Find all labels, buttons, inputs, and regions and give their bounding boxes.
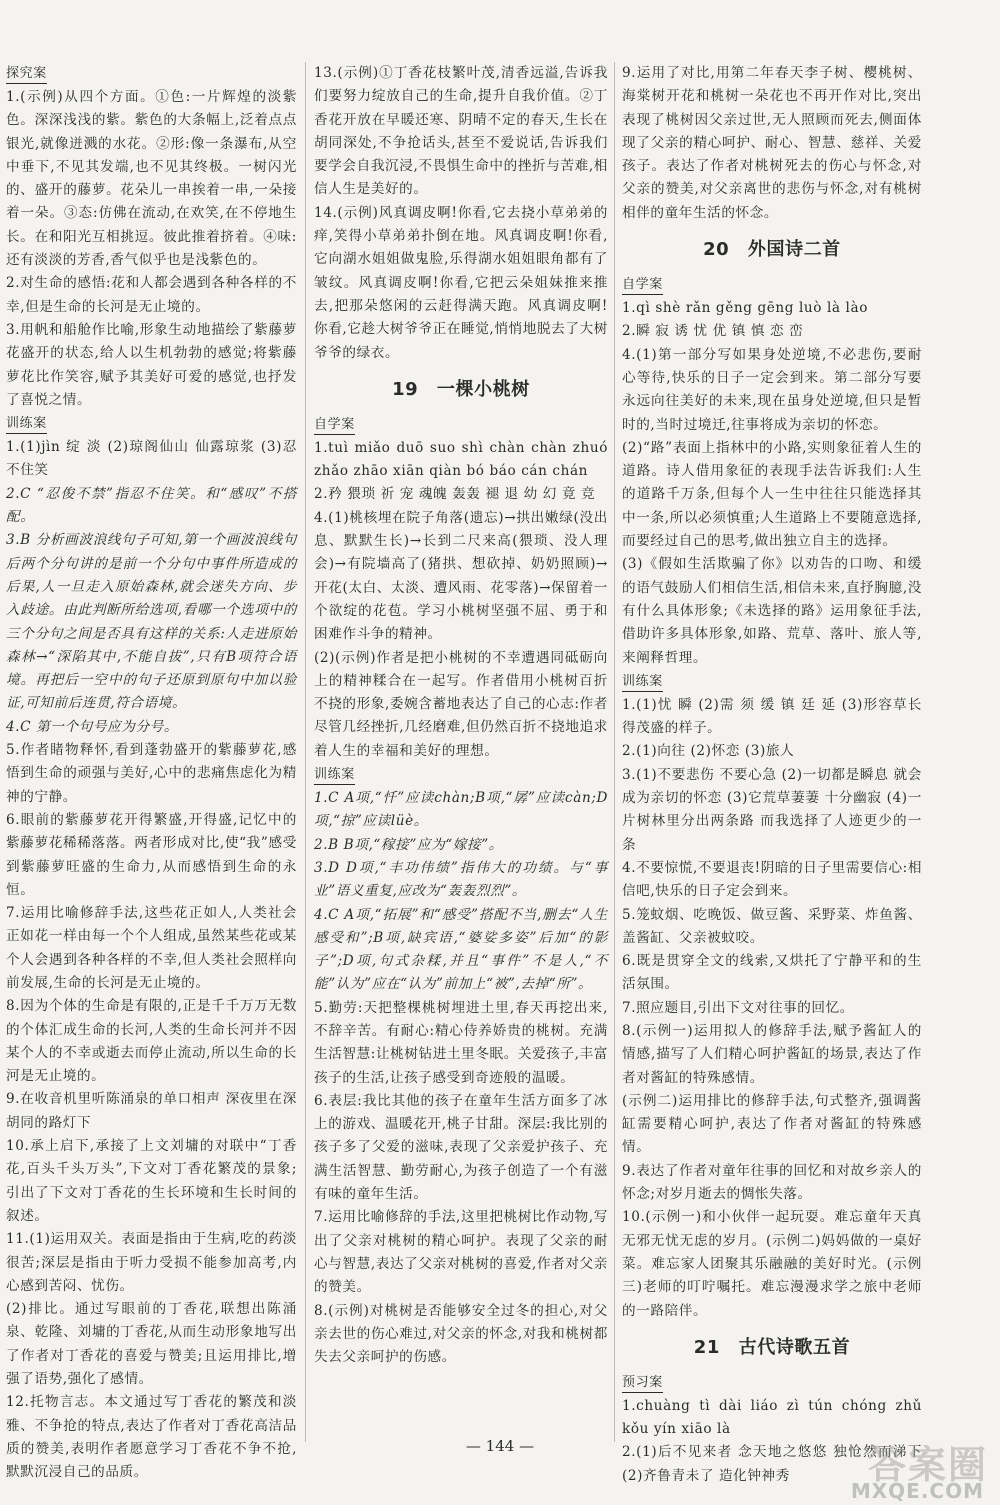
answer-item: 2.对生命的感悟:花和人都会遇到各种各样的不幸,但是生命的长河是无止境的。: [6, 275, 297, 315]
answer-item: (2)排比。通过写眼前的丁香花,联想出陈涌泉、乾隆、刘墉的丁香花,从而生动形象地写出了作者对丁香花的喜爱与赞美;且运用排比,增强了语势,强化了感情。: [6, 1301, 297, 1388]
answer-item: 2.(1)向往 (2)怀恋 (3)旅人: [622, 743, 795, 760]
answer-item: 3.用帆和船舱作比喻,形象生动地描绘了紫藤萝花盛开的状态,给人以生机勃勃的感觉;将紫藤萝花比作笑容,赋予其美好可爱的感觉,也抒发了喜悦之情。: [6, 321, 297, 408]
answer-item: 12.托物言志。本文通过写丁香花的繁茂和淡雅、不争抢的特点,表达了作者对丁香花高洁品质的赞美,表明作者愿意学习丁香花不争不抢,默默沉浸自己的品质。: [6, 1394, 297, 1481]
answer-item: 8.因为个体的生命是有限的,正是千千万万无数的个体汇成生命的长河,人类的生命长河并不因某个人的不幸或逝去而停止流动,所以生命的长河是无止境的。: [6, 998, 297, 1085]
answer-item: 1.(1)jìn 绽 淡 (2)琼阁仙山 仙露琼浆 (3)忍不住笑: [6, 439, 297, 479]
answer-item: 2.(1)后不见来者 念天地之悠悠 独怆然而涕下 (2)齐鲁青未了 造化钟神秀: [622, 1444, 922, 1484]
answer-item: 6.眼前的紫藤萝花开得繁盛,开得盛,记忆中的紫藤萝花稀稀落落。两者形成对比,使“我”感受到紫藤萝旺盛的生命力,从而感悟到生命的永恒。: [6, 811, 297, 898]
column-divider: [305, 62, 306, 1442]
answer-item: 8.(示例)对桃树是否能够安全过冬的担心,对父亲去世的伤心难过,对父亲的怀念,对我和桃树都失去父亲呵护的伤感。: [314, 1302, 608, 1366]
answer-column-3: [622, 62, 922, 1488]
section-heading: 预习案: [622, 1374, 663, 1393]
answer-item: (2)(示例)作者是把小桃树的不幸遭遇同砥砺向上的精神糅合在一起写。作者借用小桃树百折不挠的形象,委婉含蓄地表达了自己的心志:作者尽管几经挫折,几经磨难,但仍然百折不挠地追求着人生的幸福和美好的理想。: [314, 649, 608, 759]
answer-item: 11.(1)运用双关。表面是指由于生病,吃的药淡很苦;深层是指由于听力受损不能参加高考,内心感到苦闷、忧伤。: [6, 1231, 297, 1294]
answer-item: 2.C “忍俊不禁”指忍不住笑。和“感叹”不搭配。: [6, 485, 297, 526]
answer-item: 5.笼蚊烟、吃晚饭、做豆酱、采野菜、炸鱼酱、盖酱缸、父亲被蚊咬。: [622, 906, 922, 946]
answer-item: 10.承上启下,承接了上文刘墉的对联中“丁香花,百头千头万头”,下文对丁香花繁茂的景象;引出了下文对丁香花的生长环境和生长时间的叙述。: [6, 1138, 297, 1224]
lesson-title: 19 一棵小桃树: [392, 378, 530, 400]
answer-item: 6.表层:我比其他的孩子在童年生活方面多了冰上的游戏、温暖花开,桃子甘甜。深层:我比别的孩子多了父爱的滋味,表现了父亲爱护孩子、充满生活智慧、勤劳耐心,为孩子创造了一个有滋有味的童年生活。: [314, 1092, 608, 1203]
answer-item: 3.B 分析画波浪线句子可知,第一个画波浪线句后两个分句讲的是前一个分句中事件所造成的后果,人一旦走入原始森林,就会迷失方向、步入歧途。由此判断所给选项,看哪一个选项中的三个分句之间是否具有这样的关系:人走进原始森林→“深陷其中,不能自拔”,只有B项符合语境。再把后一空中的句子还原到原句中加以验证,可知前后连贯,符合语境。: [6, 532, 297, 712]
answer-item: 7.运用比喻修辞手法,这些花正如人,人类社会正如花一样由每一个个人组成,虽然某些花或某个人会遇到各种各样的不幸,但人类社会照样向前发展,生命的长河是无止境的。: [6, 905, 297, 991]
answer-item: 4.C A项,“拓展”和“感受”搭配不当,删去“人生感受和”;B项,缺宾语,“婆娑多姿”后加“的影子”;D项,句式杂糅,并且“事件”不是人,“不能”认为”应在“认为”前加上“被”,去掉“所”。: [314, 906, 608, 993]
answer-item: 1.C A项,“忏”应读chàn;B项,“孱”应读càn;D项,“掠”应读lüè。: [314, 790, 608, 830]
answer-item: 5.作者睹物释怀,看到蓬勃盛开的紫藤萝花,感悟到生命的顽强与美好,心中的悲痛焦虑化为精神的宁静。: [6, 742, 297, 805]
answer-column-2: [314, 62, 608, 1369]
watermark-url: MXQE.COM: [850, 1479, 984, 1503]
section-heading: 训练案: [6, 415, 47, 434]
answer-item: 2.B B项,“稼接”应为“嫁接”。: [314, 836, 503, 853]
answer-item: 1.qì shè rǎn gěng gēng luò là lào: [622, 300, 868, 317]
answer-item: 1.(示例)从四个方面。①色:一片辉煌的淡紫色。深深浅浅的紫。紫色的大条幅上,泛着点点银光,就像迸溅的水花。②形:像一条瀑布,从空中垂下,不见其发端,也不见其终极。一树闪光的、盛开的藤萝。花朵儿一串挨着一串,一朵接着一朵。③态:仿佛在流动,在欢笑,在不停地生长。在和阳光互相挑逗。彼此推着挤着。④味:还有淡淡的芳香,香气似乎也是浅紫色的。: [6, 89, 297, 269]
section-heading: 自学案: [622, 276, 663, 295]
watermark-text: 答案圈: [867, 1443, 988, 1487]
answer-item: 1.chuàng tì dài liáo zì tún chóng zhǔ kǒu yín xiāo là: [622, 1397, 922, 1438]
answer-item: 4.C 第一个句号应为分号。: [6, 718, 179, 735]
answer-item: 8.(示例一)运用拟人的修辞手法,赋予酱缸人的情感,描写了人们精心呵护酱缸的场景,表达了作者对酱缸的特殊感情。: [622, 1022, 922, 1086]
answer-item: (示例二)运用排比的修辞手法,句式整齐,强调酱缸需要精心呵护,表达了作者对酱缸的特殊感情。: [622, 1092, 922, 1156]
page-number: — 144 —: [465, 1437, 535, 1455]
section-heading-row: [314, 413, 608, 437]
column-divider: [614, 62, 615, 1442]
answer-item: (3)《假如生活欺骗了你》以劝告的口吻、和缓的语气鼓励人们相信生活,相信未来,直抒胸臆,没有什么具体形象;《未选择的路》运用象征手法,借助许多具体形象,如路、荒草、落叶、旅人等,来阐释哲理。: [622, 556, 922, 666]
answer-item: 9.表达了作者对童年往事的回忆和对故乡亲人的怀念;对岁月逝去的惆怅失落。: [622, 1162, 922, 1203]
answer-item: 10.(示例一)和小伙伴一起玩耍。难忘童年天真无邪无忧无虑的岁月。(示例二)妈妈做的一桌好菜。难忘家人团聚其乐融融的美好时光。(示例三)老师的叮咛嘱托。难忘漫漫求学之旅中老师的一路陪伴。: [622, 1209, 922, 1319]
answer-column-1: [6, 62, 297, 1485]
lesson-title: 21 古代诗歌五首: [693, 1336, 851, 1358]
answer-item: 13.(示例)①丁香花枝繁叶茂,清香远溢,告诉我们要努力绽放自己的生命,提升自我价值。②丁香花开放在早暖还寒、阴晴不定的春天,生长在胡同深处,不争抢话头,甚至不爱说话,告诉我们要学会自我沉浸,不畏惧生命中的挫折与苦难,相信人生是美好的。: [314, 65, 608, 198]
section-heading: 训练案: [622, 673, 663, 692]
section-heading-row: [622, 670, 922, 694]
section-heading: 训练案: [314, 766, 355, 785]
section-heading-row: [314, 763, 608, 787]
section-heading-row: [6, 62, 297, 86]
answer-item: 2.矜 猥琐 祈 宠 魂魄 轰轰 褪 退 幼 幻 竟 竞: [314, 486, 596, 503]
answer-item: 4.不要惊慌,不要退丧!阴暗的日子里需要信心:相信吧,快乐的日子定会到来。: [622, 859, 923, 900]
answer-item: 4.(1)第一部分写如果身处逆境,不必悲伤,要耐心等待,快乐的日子一定会到来。第二部分写要永远向往美好的未来,现在虽身处逆境,但只是暂时的,当时过境迁,往事将成为亲切的怀恋。: [622, 346, 922, 433]
answer-item: 2.瞬 寂 诱 忧 优 镇 慎 恋 峦: [622, 323, 804, 340]
answer-item: 1.tuì miǎo duō suo shì chàn chàn zhuó zhǎo zhāo xiān qiàn bó báo cán chán: [314, 439, 608, 480]
answer-item: 1.(1)忧 瞬 (2)需 须 缓 镇 廷 延 (3)形容草长得茂盛的样子。: [622, 696, 922, 737]
section-heading-row: [622, 273, 922, 297]
answer-item: 9.运用了对比,用第二年春天李子树、樱桃树、海棠树开花和桃树一朵花也不再开作对比,突出表现了桃树因父亲过世,无人照顾而死去,侧面体现了父亲的精心呵护、耐心、智慧、慈祥、关爱孩子。表达了作者对桃树死去的伤心与怀念,对父亲的赞美,对父亲离世的悲伤与怀念,对有桃树相伴的童年生活的怀念。: [622, 65, 922, 221]
section-heading-row: [6, 412, 297, 436]
answer-item: 4.(1)桃核埋在院子角落(遗忘)→拱出嫩绿(没出息、默默生长)→长到二尺来高(猥琐、没人理会)→有院墙高了(猪拱、想砍掉、奶奶照顾)→开花(太白、太淡、遭风雨、花零落)→保留着一个欲绽的花苞。学习小桃树坚强不屈、勇于和困难作斗争的精神。: [314, 509, 608, 643]
answer-item: 7.照应题目,引出下文对往事的回忆。: [622, 999, 854, 1016]
answer-item: 9.在收音机里听陈涌泉的单口相声 深夜里在深胡同的路灯下: [6, 1091, 297, 1131]
answer-item: 6.既是贯穿全文的线索,又烘托了宁静平和的生活氛围。: [622, 953, 922, 993]
lesson-title: 20 外国诗二首: [703, 239, 841, 261]
answer-item: 3.D D项,“丰功伟绩”指伟大的功绩。与“事业”语义重复,应改为“轰轰烈烈”。: [314, 859, 608, 900]
answer-item: 7.运用比喻修辞的手法,这里把桃树比作动物,写出了父亲对桃树的精心呵护。表现了父亲的耐心与智慧,表达了父亲对桃树的喜爱,作者对父亲的赞美。: [314, 1209, 608, 1296]
answer-item: 3.(1)不要悲伤 不要心急 (2)一切都是瞬息 就会成为亲切的怀恋 (3)它荒草萋萋 十分幽寂 (4)一片树林里分出两条路 而我选择了人迹更少的一条: [622, 766, 922, 853]
section-heading: 探究案: [6, 65, 47, 84]
answer-item: 14.(示例)风真调皮啊!你看,它去挠小草弟弟的痒,笑得小草弟弟扑倒在地。风真调皮啊!你看,它向湖水姐姐做鬼脸,乐得湖水姐姐眼角都有了皱纹。风真调皮啊!你看,它把云朵姐妹推来推去,把那朵悠闲的云赶得满天跑。风真调皮啊!你看,它趁大树爷爷正在睡觉,悄悄地脱去了大树爷爷的绿衣。: [314, 204, 608, 361]
section-heading: 自学案: [314, 416, 355, 435]
answer-item: (2)“路”表面上指林中的小路,实则象征着人生的道路。诗人借用象征的表现手法告诉我们:人生的道路千万条,但每个人一生中往往只能选择其中一条,所以必须慎重;人生道路上不要随意选择,而要经过自己的思考,做出独立自主的选择。: [622, 439, 922, 550]
answer-item: 5.勤劳:天把整棵桃树埋进土里,春天再挖出来,不辞辛苦。有耐心:精心侍养娇贵的桃树。充满生活智慧:让桃树钻进土里冬眠。关爱孩子,丰富孩子的生活,让孩子感受到奇迹般的温暖。: [314, 999, 608, 1086]
section-heading-row: [622, 1371, 922, 1395]
watermark-logo: [738, 1445, 988, 1503]
